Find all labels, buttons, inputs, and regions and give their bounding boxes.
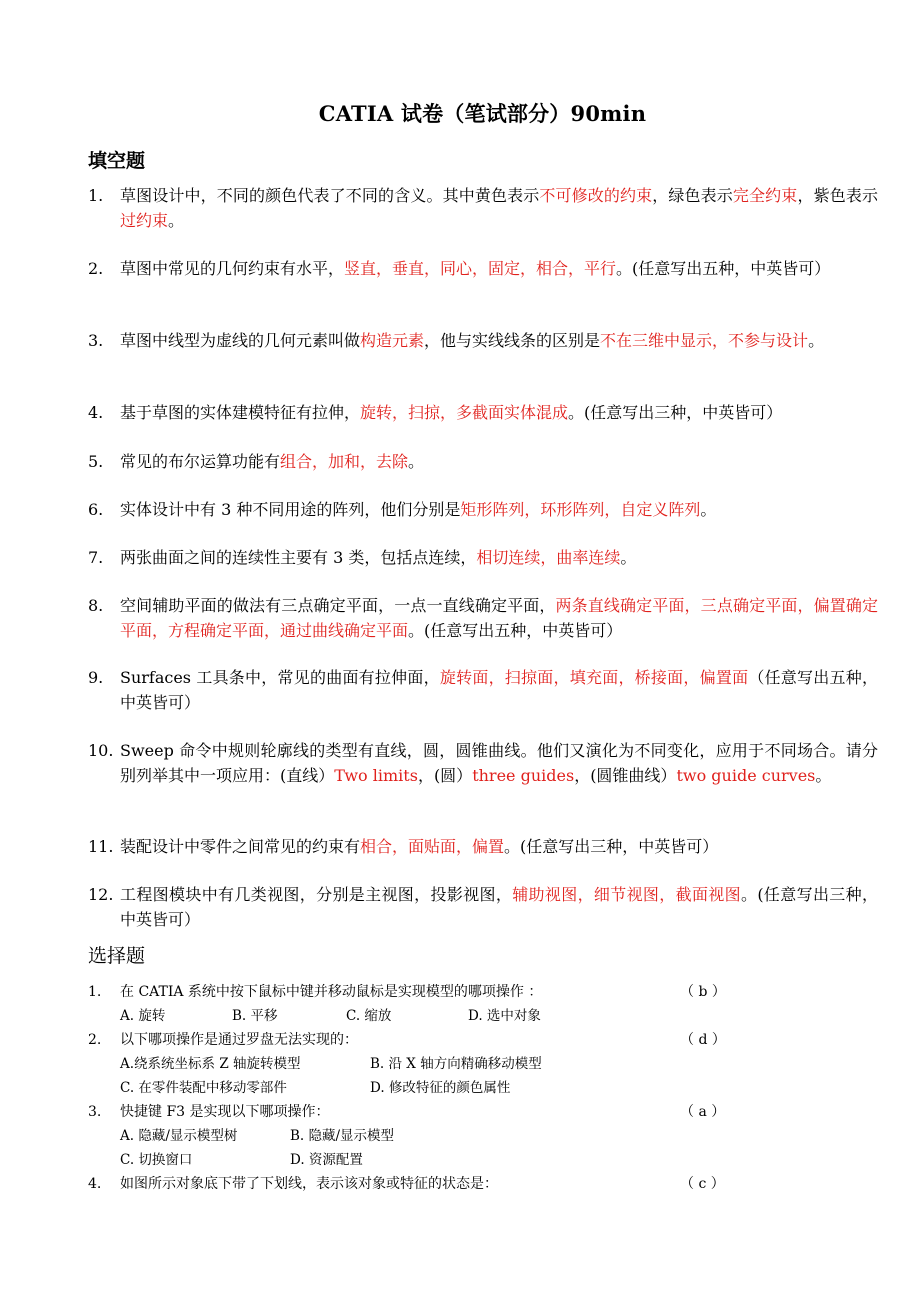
question-number: 4.	[88, 1176, 102, 1192]
question-text	[120, 835, 878, 860]
question-text	[120, 739, 878, 788]
question-text-part: （任意写出五种，中英皆可）	[120, 668, 878, 712]
question-number: 1.	[88, 984, 102, 1000]
option: C. 切换窗口	[120, 1152, 193, 1168]
question-number: 5.	[88, 452, 104, 471]
question-stem: 以下哪项操作是通过罗盘无法实现的：	[120, 1032, 358, 1048]
question-text-part: 草图中线型为虚线的几何元素叫做	[120, 331, 361, 350]
question-text-part: 基于草图的实体建模特征有拉伸，	[120, 403, 361, 422]
question-text-part: 两张曲面之间的连续性主要有 3 类，包括点连续，	[120, 548, 477, 567]
question-text	[120, 450, 878, 475]
question-text	[120, 401, 878, 426]
option: B. 隐藏/显示模型	[290, 1128, 395, 1144]
question-number: 4.	[88, 403, 104, 422]
fill-question	[88, 184, 878, 233]
answer-text: 不可修改的约束	[539, 186, 653, 205]
answer-text: 矩形阵列，环形阵列，自定义阵列	[460, 500, 701, 519]
question-number: 3.	[88, 1104, 102, 1120]
question-text	[120, 666, 878, 715]
question-text	[120, 184, 878, 233]
option: C. 在零件装配中移动零部件	[120, 1080, 287, 1096]
question-text-part: 草图中常见的几何约束有水平，	[120, 259, 345, 278]
fill-question	[88, 546, 878, 571]
question-text-part: 。(任意写出三种，中英皆可）	[568, 403, 783, 422]
answer-text: 辅助视图，细节视图，截面视图	[512, 885, 741, 904]
choice-question	[88, 1028, 788, 1052]
question-text-part: 装配设计中零件之间常见的约束有	[120, 837, 361, 856]
question-text	[120, 498, 878, 523]
answer-blank: （ d ）	[680, 1032, 726, 1048]
answer-text: 完全约束	[732, 186, 798, 205]
question-text-part: 。	[408, 452, 425, 471]
question-number: 11.	[88, 837, 114, 856]
question-text	[120, 883, 878, 932]
answer-text: 组合，加和，去除	[280, 452, 409, 471]
options-row	[120, 1052, 542, 1076]
fill-question	[88, 739, 878, 788]
choice-question	[88, 1100, 788, 1124]
fill-question	[88, 594, 878, 643]
question-stem: 在 CATIA 系统中按下鼠标中键并移动鼠标是实现模型的哪项操作 ：	[120, 984, 543, 1000]
question-text	[120, 594, 878, 643]
question-text-part: Surfaces 工具条中，常见的曲面有拉伸面，	[120, 668, 440, 687]
question-number: 3.	[88, 331, 104, 350]
question-text-part: ，(圆）	[417, 765, 473, 785]
question-text-part: 。(任意写出五种，中英皆可）	[616, 259, 831, 278]
question-text-part: 。	[168, 210, 185, 230]
option: A. 隐藏/显示模型树	[120, 1128, 238, 1144]
answer-text: 相合，面贴面，偏置	[360, 837, 505, 856]
question-text-part: 。	[808, 331, 825, 350]
fill-question	[88, 883, 878, 932]
question-text-part: ，(圆锥曲线）	[574, 765, 677, 785]
question-text	[120, 329, 878, 354]
option: C. 缩放	[346, 1008, 392, 1024]
question-number: 7.	[88, 548, 104, 567]
fill-question	[88, 498, 878, 523]
question-number: 10.	[88, 741, 114, 760]
option: B. 沿 X 轴方向精确移动模型	[370, 1056, 542, 1072]
question-text-part: ，绿色表示	[652, 186, 733, 205]
question-number: 1.	[88, 186, 104, 205]
question-stem: 快捷键 F3 是实现以下哪项操作：	[120, 1104, 330, 1120]
options-row	[120, 1124, 394, 1148]
question-text-part: 空间辅助平面的做法有三点确定平面，一点一直线确定平面，	[120, 596, 556, 615]
fill-question	[88, 401, 878, 426]
question-number: 12.	[88, 885, 114, 904]
question-text-part: 。(任意写出三种，中英皆可）	[120, 885, 878, 929]
question-text-part: 实体设计中有 3 种不同用途的阵列，他们分别是	[120, 500, 461, 519]
question-number: 2.	[88, 1032, 102, 1048]
options-row	[120, 1148, 363, 1172]
answer-text: 过约束	[120, 210, 169, 230]
answer-text: three guides	[472, 765, 575, 785]
answer-text: 旋转面，扫掠面，填充面，桥接面，偏置面	[439, 668, 749, 687]
options-row	[120, 1004, 541, 1028]
question-number: 6.	[88, 500, 104, 519]
answer-text: two guide curves	[676, 765, 816, 785]
section-choice-heading: 选择题	[88, 945, 146, 967]
answer-text: 相切连续，曲率连续	[476, 548, 621, 567]
question-text-part: ，他与实线线条的区别是	[424, 331, 601, 350]
fill-question	[88, 835, 878, 860]
answer-blank: （ c ）	[680, 1176, 725, 1192]
question-text-part: 。(任意写出三种，中英皆可）	[504, 837, 719, 856]
answer-text: 竖直，垂直，同心，固定，相合，平行	[344, 259, 617, 278]
question-text-part: 。	[815, 765, 832, 785]
answer-blank: （ a ）	[680, 1104, 726, 1120]
answer-blank: （ b ）	[680, 984, 726, 1000]
question-text-part: 常见的布尔运算功能有	[120, 452, 281, 471]
question-text-part: 。	[620, 548, 637, 567]
page-title: CATIA 试卷（笔试部分）90min	[318, 101, 647, 126]
option: B. 平移	[232, 1008, 278, 1024]
question-number: 2.	[88, 259, 104, 278]
answer-text: 不在三维中显示，不参与设计	[600, 331, 809, 350]
option: D. 选中对象	[468, 1008, 541, 1024]
fill-question	[88, 666, 878, 715]
fill-question	[88, 450, 878, 475]
option: A.绕系统坐标系 Z 轴旋转模型	[120, 1056, 301, 1072]
option: D. 修改特征的颜色属性	[370, 1080, 511, 1096]
fill-question	[88, 329, 878, 354]
question-text-part: 。	[700, 500, 717, 519]
question-text-part: 。(任意写出五种，中英皆可）	[408, 620, 623, 640]
answer-text: 构造元素	[360, 331, 425, 350]
section-fill-heading: 填空题	[88, 150, 146, 172]
answer-text: Two limits	[334, 765, 418, 785]
question-text-part: 草图设计中，不同的颜色代表了不同的含义。其中黄色表示	[120, 186, 540, 205]
answer-text: 旋转，扫掠，多截面实体混成	[360, 403, 569, 422]
question-text-part: Sweep 命令中规则轮廓线的类型有直线，圆，圆锥曲线。他们又演化为不同变化，应用于不同场合。请分别列举其中一项应用：(直线）	[120, 741, 878, 785]
answer-text: 两条直线确定平面，三点确定平面，偏置确定平面，方程确定平面，通过曲线确定平面	[120, 596, 878, 640]
question-number: 9.	[88, 668, 104, 687]
option: A. 旋转	[120, 1008, 166, 1024]
question-text-part: 工程图模块中有几类视图，分别是主视图，投影视图，	[120, 885, 513, 904]
option: D. 资源配置	[290, 1152, 363, 1168]
fill-question	[88, 257, 878, 282]
options-row	[120, 1076, 510, 1100]
question-text-part: ，紫色表示	[797, 186, 878, 205]
question-number: 8.	[88, 596, 104, 615]
choice-question	[88, 980, 788, 1004]
question-stem: 如图所示对象底下带了下划线，表示该对象或特征的状态是：	[120, 1176, 498, 1192]
question-text	[120, 257, 878, 282]
choice-question	[88, 1172, 788, 1196]
question-text	[120, 546, 878, 571]
